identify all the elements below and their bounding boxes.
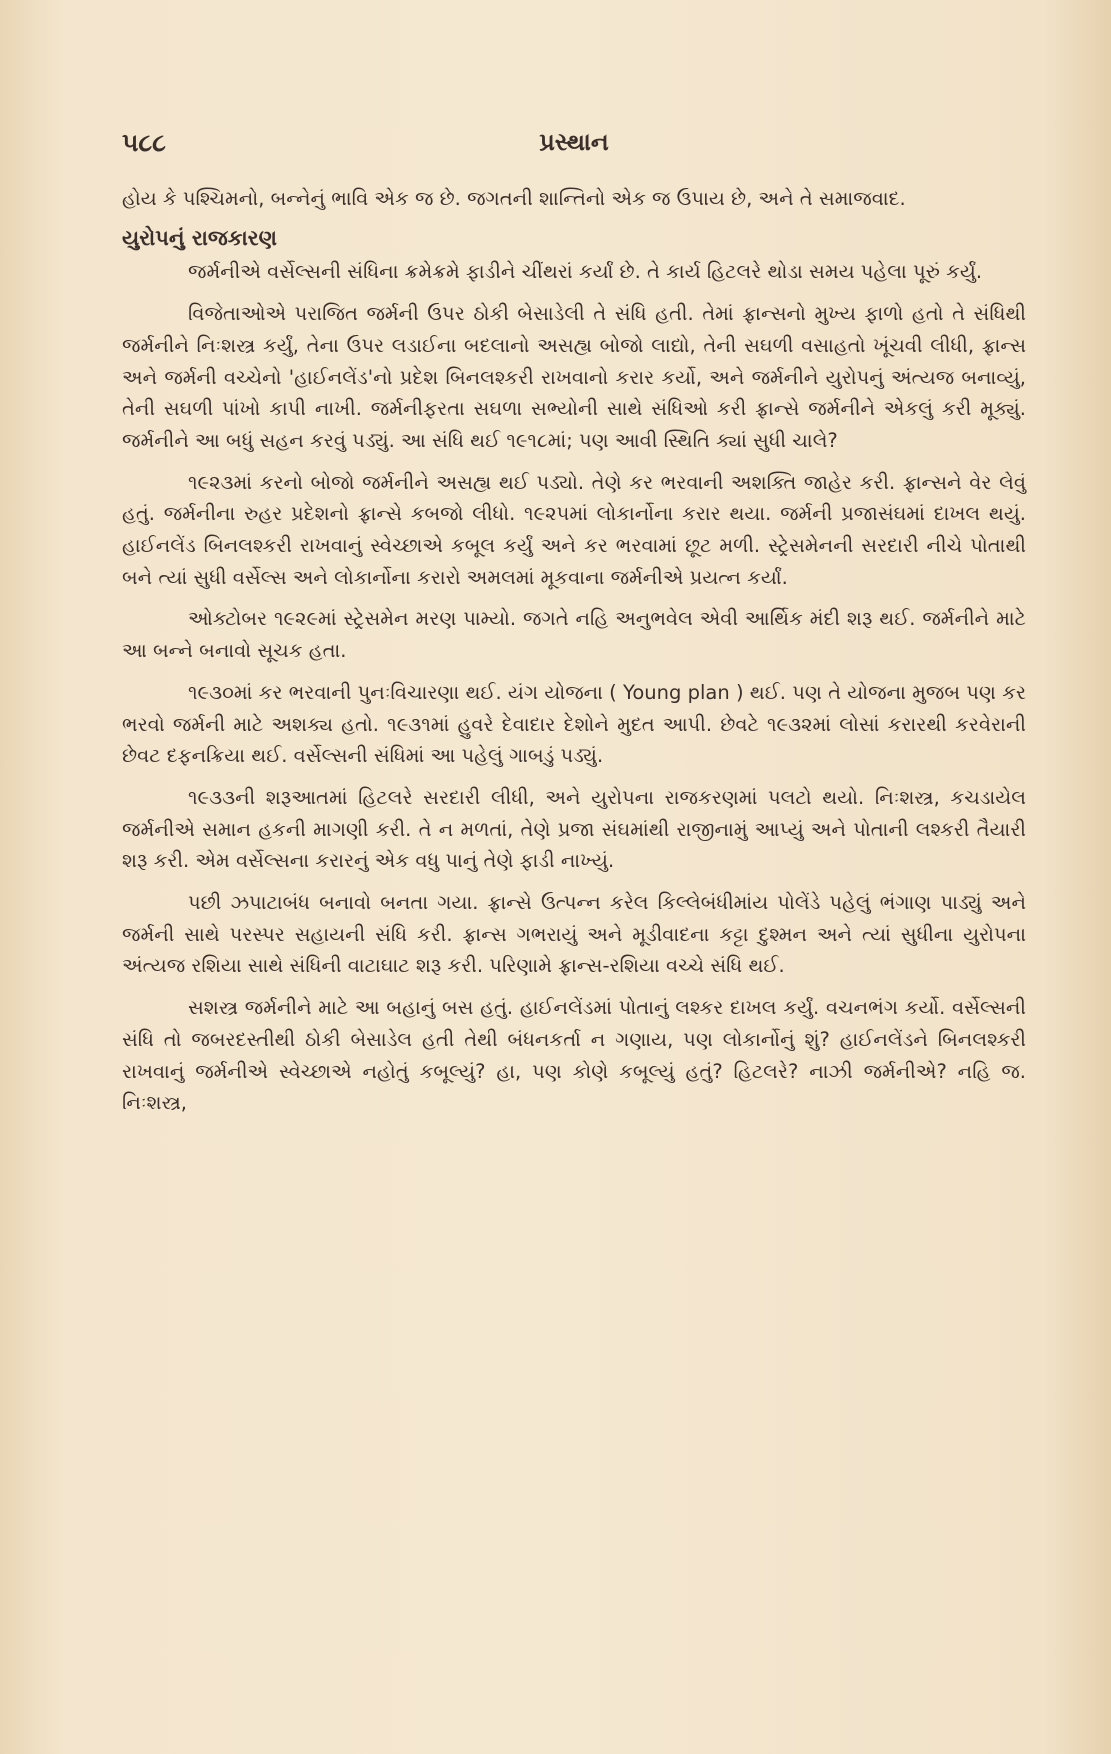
paragraph: ઓક્ટોબર ૧૯૨૯માં સ્ટ્રેસમેન મરણ પામ્યો. જગતે નહિ અનુભવેલ એવી આર્થિક મંદી શરૂ થઈ. જર્મનીને માટે આ બન્ને બનાવો સૂચક હતા. xyxy=(122,607,1026,663)
paragraph: ૧૯૩૩ની શરૂઆતમાં હિટલરે સરદારી લીધી, અને યુરોપના રાજકરણમાં પલટો થયો. નિઃશસ્ત્ર, કચડાયેલ જર્મનીએ સમાન હકની માગણી કરી. તે ન મળતાં, તેણે પ્રજા સંઘમાંથી રાજીનામું આપ્યું અને પોતાની લશ્કરી તૈયારી શરૂ કરી. એમ વર્સેલ્સના કરારનું એક વધુ પાનું તેણે ફાડી નાખ્યું. xyxy=(122,785,1026,873)
paragraph: ૧૯૩૦માં કર ભરવાની પુનઃવિચારણા થઈ. યંગ યોજના ( Young plan ) થઈ. પણ તે યોજના મુજબ પણ કર ભરવો જર્મની માટે અશક્ય હતો. ૧૯૩૧માં હુવરે દેવાદાર દેશોને મુદત આપી. છેવટે ૧૯૩૨માં લોસાં કરારથી કરવેરાની છેવટ દફનક્રિયા થઈ. વર્સેલ્સની સંધિમાં આ પહેલું ગાબડું પડ્યું. xyxy=(122,680,1026,768)
paragraph: પછી ઝપાટાબંધ બનાવો બનતા ગયા. ફ્રાન્સે ઉત્પન્ન કરેલ કિલ્લેબંધીમાંય પોલેંડે પહેલું ભંગાણ પાડ્યું અને જર્મની સાથે પરસ્પર સહાયની સંધિ કરી. ફ્રાન્સ ગભરાયું અને મૂડીવાદના કટ્ટા દુશ્મન અને ત્યાં સુધીના યુરોપના અંત્યજ રશિયા સાથે સંધિની વાટાઘાટ શરૂ કરી. પરિણામે ફ્રાન્સ-રશિયા વચ્ચે સંધિ થઈ. xyxy=(122,891,1026,978)
page-number: ૫૮૮ xyxy=(122,128,166,157)
paragraph: સશસ્ત્ર જર્મનીને માટે આ બહાનું બસ હતું. હાઈનલેંડમાં પોતાનું લશ્કર દાખલ કર્યું. વચનભંગ કર્યો. વર્સેલ્સની સંધિ તો જબરદસ્તીથી ઠોકી બેસાડેલ હતી તેથી બંધનકર્તા ન ગણાય, પણ લોકાર્નોનું શું? હાઈનલેંડને બિનલશ્કરી રાખવાનું જર્મનીએ સ્વેચ્છાએ નહોતું કબૂલ્યું? હા, પણ કોણે કબૂલ્યું હતું? હિટલરે? નાઝી જર્મનીએ? નહિ જ. નિઃશસ્ત્ર, xyxy=(122,996,1026,1115)
section-heading: યુરોપનું રાજકારણ xyxy=(122,225,277,250)
paragraph: ૧૯૨૩માં કરનો બોજો જર્મનીને અસહ્ય થઈ પડ્યો. તેણે કર ભરવાની અશક્તિ જાહેર કરી. ફ્રાન્સને વેર લેવું હતું. જર્મનીના રુહર પ્રદેશનો ફ્રાન્સે કબજો લીધો. ૧૯૨૫માં લોકાર્નોના કરાર થયા. જર્મની પ્રજાસંઘમાં દાખલ થયું. હાઈનલેંડ બિનલશ્કરી રાખવાનું સ્વેચ્છાએ કબૂલ કર્યું અને કર ભરવામાં છૂટ મળી. સ્ટ્રેસમેનની સરદારી નીચે પોતાથી બને ત્યાં સુધી વર્સેલ્સ અને લોકાર્નોના કરારો અમલમાં મૂકવાના જર્મનીએ પ્રયત્ન કર્યાં. xyxy=(122,470,1026,589)
paragraph: જર્મનીએ વર્સેલ્સની સંધિના ક્રમેક્રમે ફાડીને ચીંથરાં કર્યાં છે. તે કાર્ય હિટલરે થોડા સમય પહેલા પૂરું કર્યું. xyxy=(188,260,983,284)
body-text xyxy=(122,183,1026,1119)
page-header xyxy=(122,128,1026,168)
opening-text: હોય કે પશ્ચિમનો, બન્નેનું ભાવિ એક જ છે. જગતની શાન્તિનો એક જ ઉપાય છે, અને તે સમાજવાદ. xyxy=(122,187,906,210)
paragraph: વિજેતાઓએ પરાજિત જર્મની ઉપર ઠોકી બેસાડેલી તે સંધિ હતી. તેમાં ફ્રાન્સનો મુખ્ય ફાળો હતો તે સંધિથી જર્મનીને નિઃશસ્ત્ર કર્યું, તેના ઉપર લડાઈના બદલાનો અસહ્ય બોજો લાદ્યો, તેની સઘળી વસાહતો ખૂંચવી લીધી, ફ્રાન્સ અને જર્મની વચ્ચેનો 'હાઈનલેંડ'નો પ્રદેશ બિનલશ્કરી રાખવાનો કરાર કર્યો, અને જર્મનીને યુરોપનું અંત્યજ બનાવ્યું, તેની સઘળી પાંખો કાપી નાખી. જર્મનીફરતા સઘળા સભ્યોની સાથે સંધિઓ કરી ફ્રાન્સે જર્મનીને એકલું કરી મૂક્યું. જર્મનીને આ બધું સહન કરવું પડ્યું. આ સંધિ થઈ ૧૯૧૮માં; પણ આવી સ્થિતિ ક્યાં સુધી ચાલે? xyxy=(122,302,1026,452)
running-title: પ્રસ્થાન xyxy=(539,128,609,156)
